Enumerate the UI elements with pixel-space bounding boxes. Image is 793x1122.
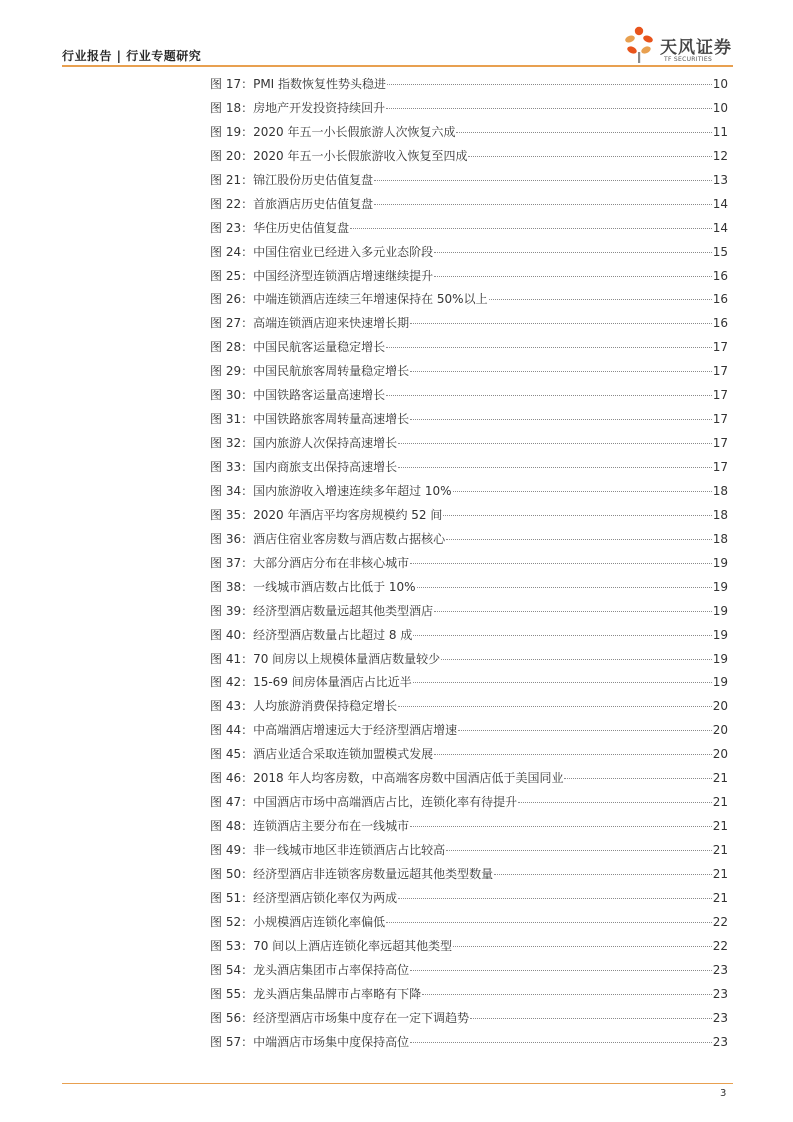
toc-entry[interactable] <box>210 935 728 959</box>
toc-dot-leader <box>410 970 712 971</box>
toc-entry-title: 图 54：龙头酒店集团市占率保持高位 <box>210 962 410 977</box>
toc-entry-title: 图 42：15-69 间房体量酒店占比近半 <box>210 675 412 690</box>
toc-entry-title: 图 38：一线城市酒店数占比低于 10% <box>210 579 416 594</box>
toc-entry-title: 图 43：人均旅游消费保持稳定增长 <box>210 699 398 714</box>
company-logo <box>624 24 734 66</box>
toc-entry-title: 图 19：2020 年五一小长假旅游人次恢复六成 <box>210 124 456 139</box>
toc-entry-title: 图 51：经济型酒店锁化率仅为两成 <box>210 890 398 905</box>
toc-entry-page: 17 <box>712 460 728 474</box>
toc-entry[interactable] <box>210 600 728 624</box>
toc-entry-page: 19 <box>712 579 728 594</box>
toc-entry-title: 图 35：2020 年酒店平均客房规模约 52 间 <box>210 507 443 522</box>
toc-entry-page: 16 <box>712 316 728 331</box>
logo-name-en: TF SECURITIES <box>664 56 713 63</box>
toc-entry-title: 图 52：小规模酒店连锁化率偏低 <box>210 914 386 929</box>
toc-entry-title: 图 45：酒店业适合采取连锁加盟模式发展 <box>210 747 434 762</box>
toc-entry[interactable] <box>210 767 728 791</box>
toc-dot-leader <box>398 467 712 468</box>
toc-dot-leader <box>458 730 712 731</box>
report-header-title: 行业报告 | 行业专题研究 <box>62 49 202 63</box>
toc-entry[interactable] <box>210 456 728 480</box>
toc-entry[interactable] <box>210 695 728 719</box>
toc-entry-title: 图 30：中国铁路客运量高速增长 <box>210 388 386 403</box>
toc-entry[interactable] <box>210 360 728 384</box>
toc-entry-page: 19 <box>712 555 728 570</box>
toc-entry-title: 图 28：中国民航客运量稳定增长 <box>210 340 386 355</box>
toc-entry-title: 图 27：高端连锁酒店迎来快速增长期 <box>210 316 410 331</box>
toc-entry-page: 10 <box>712 100 728 115</box>
toc-entry[interactable] <box>210 504 728 528</box>
toc-dot-leader <box>374 180 712 181</box>
toc-dot-leader <box>410 323 712 324</box>
toc-entry[interactable] <box>210 743 728 767</box>
toc-entry-page: 10 <box>712 77 728 91</box>
toc-dot-leader <box>453 491 712 492</box>
toc-dot-leader <box>413 635 711 636</box>
toc-dot-leader <box>456 132 711 133</box>
header-divider <box>62 65 733 67</box>
toc-dot-leader <box>434 252 712 253</box>
toc-dot-leader <box>410 563 712 564</box>
toc-entry-title: 图 23：华住历史估值复盘 <box>210 220 350 235</box>
toc-entry-page: 17 <box>712 340 728 355</box>
toc-entry[interactable] <box>210 432 728 456</box>
toc-entry-title: 图 21：锦江股份历史估值复盘 <box>210 172 374 187</box>
toc-dot-leader <box>350 228 712 229</box>
toc-entry-title: 图 55：龙头酒店集品牌市占率略有下降 <box>210 986 422 1001</box>
toc-entry-title: 图 32：国内旅游人次保持高速增长 <box>210 436 398 451</box>
toc-entry[interactable] <box>210 73 728 97</box>
toc-entry-page: 12 <box>712 148 728 163</box>
toc-entry-page: 22 <box>712 938 728 953</box>
toc-entry[interactable] <box>210 911 728 935</box>
toc-dot-leader <box>564 778 711 779</box>
toc-dot-leader <box>387 84 712 85</box>
page-number: 3 <box>720 1088 727 1099</box>
toc-dot-leader <box>417 587 712 588</box>
toc-entry-page: 21 <box>712 771 728 786</box>
toc-entry-title: 图 49：非一线城市地区非连锁酒店占比较高 <box>210 843 446 857</box>
toc-dot-leader <box>434 754 712 755</box>
toc-dot-leader <box>494 874 712 875</box>
toc-entry[interactable] <box>210 1031 728 1055</box>
toc-entry-page: 19 <box>712 651 728 666</box>
toc-entry-title: 图 56：经济型酒店市场集中度存在一定下调趋势 <box>210 1010 470 1025</box>
toc-entry-page: 22 <box>712 914 728 929</box>
toc-entry-title: 图 46：2018 年人均客房数，中高端客房数中国酒店低于美国同业 <box>210 771 564 786</box>
toc-entry[interactable] <box>210 719 728 743</box>
toc-entry[interactable] <box>210 480 728 504</box>
toc-entry-title: 图 33：国内商旅支出保持高速增长 <box>210 460 398 474</box>
toc-entry[interactable] <box>210 552 728 576</box>
toc-entry[interactable] <box>210 121 728 145</box>
toc-dot-leader <box>410 1042 712 1043</box>
toc-entry[interactable] <box>210 815 728 839</box>
toc-entry[interactable] <box>210 863 728 887</box>
toc-entry-title: 图 36：酒店住宿业客房数与酒店数占据核心 <box>210 531 446 546</box>
toc-entry-page: 21 <box>712 890 728 905</box>
toc-entry-page: 14 <box>712 196 728 211</box>
toc-entry-title: 图 53：70 间以上酒店连锁化率远超其他类型 <box>210 938 453 953</box>
toc-dot-leader <box>446 539 712 540</box>
toc-dot-leader <box>386 108 712 109</box>
toc-entry-page: 21 <box>712 866 728 881</box>
toc-entry-page: 17 <box>712 388 728 403</box>
toc-entry-page: 18 <box>712 507 728 522</box>
toc-entry-title: 图 18：房地产开发投资持续回升 <box>210 100 386 115</box>
toc-entry-title: 图 31：中国铁路旅客周转量高速增长 <box>210 412 410 427</box>
toc-entry-page: 23 <box>712 986 728 1001</box>
toc-dot-leader <box>470 1018 712 1019</box>
toc-dot-leader <box>398 443 712 444</box>
toc-entry[interactable] <box>210 384 728 408</box>
toc-dot-leader <box>453 946 712 947</box>
toc-dot-leader <box>434 276 712 277</box>
toc-entry-title: 图 29：中国民航旅客周转量稳定增长 <box>210 364 410 379</box>
toc-entry[interactable] <box>210 241 728 265</box>
toc-entry[interactable] <box>210 576 728 600</box>
toc-dot-leader <box>398 898 712 899</box>
footer-divider <box>62 1083 733 1084</box>
toc-entry-page: 13 <box>712 172 728 187</box>
toc-entry-page: 16 <box>712 268 728 283</box>
toc-entry-page: 21 <box>712 843 728 857</box>
toc-dot-leader <box>468 156 711 157</box>
toc-entry-title: 图 24：中国住宿业已经进入多元业态阶段 <box>210 244 434 259</box>
toc-entry-page: 23 <box>712 1010 728 1025</box>
toc-entry-page: 23 <box>712 1034 728 1049</box>
toc-entry-page: 15 <box>712 244 728 259</box>
toc-entry[interactable] <box>210 791 728 815</box>
toc-entry-page: 18 <box>712 483 728 498</box>
toc-entry-page: 20 <box>712 723 728 738</box>
toc-entry[interactable] <box>210 169 728 193</box>
toc-dot-leader <box>434 611 712 612</box>
toc-entry[interactable] <box>210 193 728 217</box>
toc-entry-title: 图 47：中国酒店市场中高端酒店占比，连锁化率有待提升 <box>210 795 518 810</box>
toc-entry-title: 图 50：经济型酒店非连锁客房数量远超其他类型数量 <box>210 866 494 881</box>
toc-entry-title: 图 37：大部分酒店分布在非核心城市 <box>210 555 410 570</box>
toc-dot-leader <box>386 347 712 348</box>
toc-entry-page: 17 <box>712 412 728 427</box>
toc-entry-title: 图 39：经济型酒店数量远超其他类型酒店 <box>210 603 434 618</box>
toc-entry-title: 图 40：经济型酒店数量占比超过 8 成 <box>210 627 413 642</box>
toc-entry-page: 19 <box>712 675 728 690</box>
toc-entry-page: 11 <box>712 124 728 139</box>
toc-entry[interactable] <box>210 648 728 672</box>
toc-dot-leader <box>413 682 712 683</box>
toc-entry[interactable] <box>210 528 728 552</box>
toc-dot-leader <box>446 850 712 851</box>
toc-entry[interactable] <box>210 839 728 863</box>
toc-dot-leader <box>518 802 712 803</box>
toc-entry[interactable] <box>210 671 728 695</box>
toc-entry-page: 23 <box>712 962 728 977</box>
toc-entry-title: 图 17：PMI 指数恢复性势头稳进 <box>210 77 387 91</box>
toc-entry-title: 图 57：中端酒店市场集中度保持高位 <box>210 1034 410 1049</box>
logo-flower-icon <box>624 24 654 64</box>
toc-entry-title: 图 34：国内旅游收入增速连续多年超过 10% <box>210 483 452 498</box>
toc-entry[interactable] <box>210 312 728 336</box>
toc-entry[interactable] <box>210 887 728 911</box>
toc-entry-page: 18 <box>712 531 728 546</box>
toc-entry-page: 16 <box>712 292 728 307</box>
toc-dot-leader <box>443 515 711 516</box>
toc-entry[interactable] <box>210 959 728 983</box>
toc-entry[interactable] <box>210 217 728 241</box>
figure-table-of-contents <box>210 73 728 1054</box>
toc-entry[interactable] <box>210 408 728 432</box>
toc-entry[interactable] <box>210 336 728 360</box>
toc-dot-leader <box>441 659 712 660</box>
toc-entry[interactable] <box>210 288 728 312</box>
toc-entry[interactable] <box>210 145 728 169</box>
toc-entry[interactable] <box>210 97 728 121</box>
toc-entry-page: 17 <box>712 436 728 451</box>
toc-dot-leader <box>410 419 712 420</box>
toc-entry-page: 17 <box>712 364 728 379</box>
toc-entry[interactable] <box>210 1007 728 1031</box>
toc-entry-title: 图 44：中高端酒店增速远大于经济型酒店增速 <box>210 723 458 738</box>
logo-name-cn: 天风证券 <box>660 38 732 58</box>
toc-entry-page: 20 <box>712 699 728 714</box>
toc-entry-page: 20 <box>712 747 728 762</box>
toc-entry-title: 图 20：2020 年五一小长假旅游收入恢复至四成 <box>210 148 468 163</box>
toc-dot-leader <box>422 994 712 995</box>
toc-dot-leader <box>410 371 712 372</box>
toc-dot-leader <box>386 395 712 396</box>
toc-entry-page: 19 <box>712 603 728 618</box>
toc-entry-title: 图 41：70 间房以上规模体量酒店数量较少 <box>210 651 441 666</box>
toc-entry-page: 21 <box>712 795 728 810</box>
toc-entry[interactable] <box>210 983 728 1007</box>
toc-entry-title: 图 48：连锁酒店主要分布在一线城市 <box>210 819 410 834</box>
toc-dot-leader <box>489 299 712 300</box>
toc-dot-leader <box>374 204 712 205</box>
toc-entry-page: 14 <box>712 220 728 235</box>
toc-entry-page: 19 <box>712 627 728 642</box>
toc-entry[interactable] <box>210 624 728 648</box>
toc-entry-page: 21 <box>712 819 728 834</box>
toc-entry[interactable] <box>210 265 728 289</box>
toc-dot-leader <box>386 922 712 923</box>
toc-entry-title: 图 22：首旅酒店历史估值复盘 <box>210 196 374 211</box>
toc-dot-leader <box>398 706 712 707</box>
toc-entry-title: 图 26：中端连锁酒店连续三年增速保持在 50%以上 <box>210 292 488 307</box>
toc-dot-leader <box>410 826 712 827</box>
toc-entry-title: 图 25：中国经济型连锁酒店增速继续提升 <box>210 268 434 283</box>
